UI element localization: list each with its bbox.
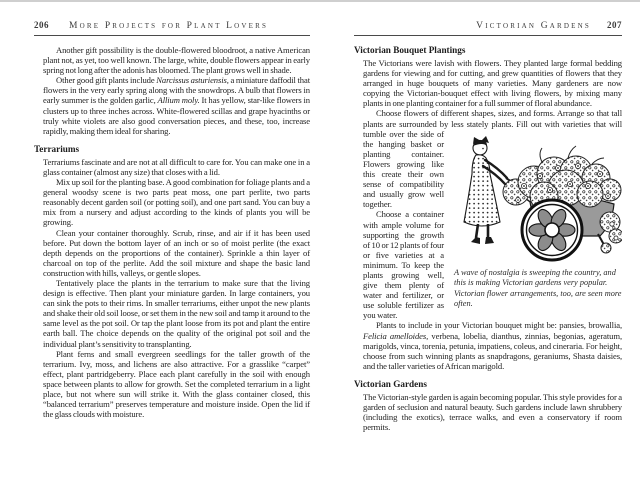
text-run: Choose flowers of different shapes, sizes, and forms. Arrange so that tall plants are surrounded by less stately plants. Fill out with varieties that will (363, 108, 622, 129)
running-head-left: More Projects for Plant Lovers (69, 21, 269, 31)
left-running-header (34, 20, 310, 36)
paragraph-choose-container: Choose a container with ample volume for supporting the growth of 10 or 12 plants of four or five varieties at a minimum. To keep the plants growing well, give them plenty of water and fertilizer, or use soluble fertilizer as you water. (363, 209, 444, 321)
latin-name-narcissus: Narcissus asturiensis, (156, 75, 229, 86)
paragraph-soil-mix: Mix up soil for the planting base. A good combination for foliage plants and a general woodsy scene is two parts peat moss, one part perlite, two parts reasonably decent garden soil (or potting soil), and one part sand. You can buy a mix from a nursery and adjust according to the kinds of plants you will be growing. (43, 177, 310, 228)
paragraph-place-plants: Tentatively place the plants in the terrarium to make sure that the living design is effective. Then plant your miniature garden. In large containers, you can sink the pots to their rims. In smaller terrariums, either unpot the new plants and shake their old soil loose, or set them in the new soil and tamp it around to the same level as the pot soil. Or tap the plant loose from its pot and plant the entire earth ball. The choice depends on the quality of the original pot soil and the individual plant’s sensitivity to transplanting. (43, 277, 310, 349)
paragraph-victorians-lavish: The Victorians were lavish with flowers. They planted large formal bedding gardens for viewing and for cutting, and grew quantities of flowers that they arranged in huge bouquets of many varieties. Many gardeners are now copying the Victorian-bouquet effect with living flowers, by mixing many plants in one planting container for a full summer of floral abundance. (363, 58, 622, 109)
paragraph-clean-container: Clean your container thoroughly. Scrub, rinse, and air if it has been used before. Put down the bottom layer of an inch or so of moist perlite (the exact depth depends on the proportions of the container). Sprinkle a thin layer of charcoal on top of the perlite. Add the soil mixture and shape the basic land construction with hills, valleys, or gentle slopes. (43, 227, 310, 278)
right-running-header (354, 20, 622, 36)
text-run: Plants to include in your Victorian bouquet might be: pansies, browallia, (376, 320, 622, 331)
running-head-right: Victorian Gardens (476, 21, 591, 31)
page-number-left: 206 (34, 20, 49, 30)
paragraph-bloodroot: Another gift possibility is the double-flowered bloodroot, a native American plant not, as yet, too well known. The large, white, double flowers appear in early spring not long after the adonis has bloomed. The plant grows well in shade. (43, 45, 310, 76)
text-run: Other good gift plants include (56, 75, 157, 86)
heading-victorian-bouquet-plantings: Victorian Bouquet Plantings (354, 45, 466, 55)
heading-victorian-gardens: Victorian Gardens (354, 378, 427, 389)
heading-terrariums: Terrariums (34, 143, 80, 154)
page-right (354, 20, 622, 432)
page-number-right: 207 (607, 20, 622, 30)
paragraph-plant-ferns: Plant ferns and small evergreen seedlings for the taller growth of the terrarium. Ivy, moss, and lichens are also attractive. For a grasslike “carpet” effect, plant partridgeberry. Place each plant carefully in the soil with enough space between plants to allow for growth. Set the completed terrarium in a light place, but not where sun will strike it. With the glass container closed, this “balanced terrarium” preserves temperature and moisture inside. Open the lid if the glass clouds with moisture. (43, 348, 310, 420)
girl-flower-cart-illustration (450, 130, 622, 266)
text-run: a miniature daffodil that flowers in the very early spring along with the snowdrops. A bulb that flowers in early summer is the golden garlic, (43, 75, 310, 106)
text-run: It has yellow, star-like flowers in clusters up to three inches across. White-flowered scillas and grape hyacinths or truly white violets are also good conversation pieces, and these, too, increase rapidly, making them ideal for sharing. (43, 95, 310, 136)
paragraph-victorian-style-garden: The Victorian-style garden is again becoming popular. This style provides for a garden of seclusion and natural beauty. Such gardens include lawn shrubbery (including the exotics), terrace walks, and even a conservatory if room permits. (363, 391, 622, 433)
page-top-edge (0, 0, 640, 2)
bouquet-figure (450, 130, 622, 310)
paragraph-terrariums-intro: Terrariums fascinate and are not at all difficult to care for. You can make one in a glass container (almost any size) that closes with a lid. (43, 156, 310, 177)
latin-name-felicia: Felicia amelloides, (363, 330, 429, 341)
paragraph-gift-plants (43, 75, 310, 136)
figure-caption: A wave of nostalgia is sweeping the country, and this is making Victorian gardens very popular. Victorian flower arrangements, too, are seen more often. (454, 267, 622, 309)
paragraph-plants-to-include (363, 320, 622, 370)
text-run: verbena, lobelia, dianthus, zinnias, begonias, ageratum, marigolds, vinca, torenia, petunia, impatiens, coleus, and cineraria. For height, choose from such winning plants as snapdragons, geraniums, Shasta daisies, and the taller varieties of African marigold. (363, 330, 622, 371)
latin-name-allium: Allium moly. (157, 95, 200, 106)
text-run: tumble over the side of the hanging basket or planting container. Flowers growing like this create their own sense of compatibility and usually grow well together. (363, 128, 444, 210)
page-left (34, 20, 310, 419)
